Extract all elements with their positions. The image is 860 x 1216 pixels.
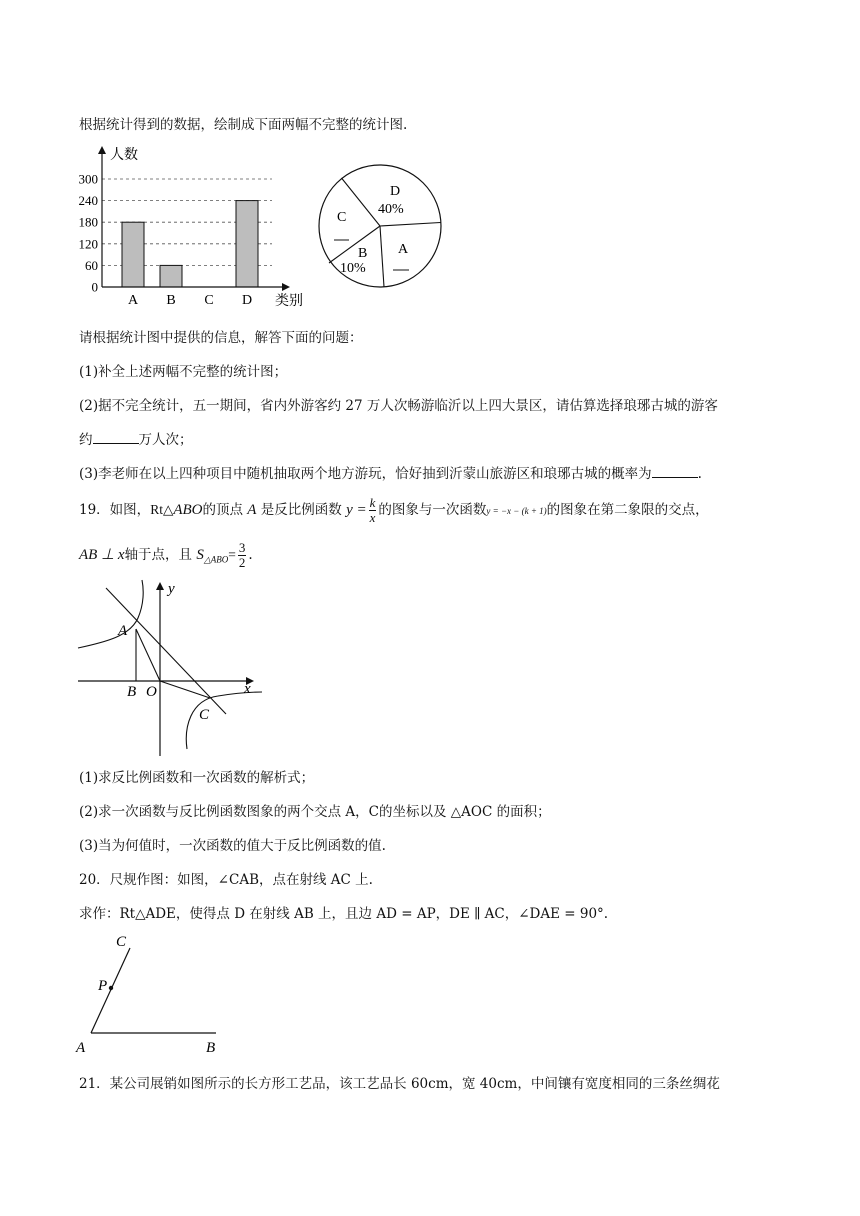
pie-chart (316, 162, 446, 292)
bar-D (236, 201, 258, 287)
label-A: A (76, 1040, 86, 1056)
y-tick-label: 120 (78, 236, 98, 252)
x-tick-label: A (127, 293, 139, 308)
q18-part1: (1)补全上述两幅不完整的统计图； (79, 364, 288, 380)
x-tick-label: D (241, 293, 253, 308)
pie-pct-b: 10% (340, 261, 366, 276)
bar-chart (72, 142, 312, 312)
q20-angle-figure (72, 928, 232, 1058)
bar-x-label: 类别 (275, 294, 303, 309)
fraction-k-over-x: $\frac{k}{x}$ (369, 495, 376, 525)
y-tick-label: 0 (91, 279, 98, 295)
x-tick-label: C (204, 293, 214, 308)
q21-line1: 21．某公司展销如图所示的长方形工艺品，该工艺品长 60cm，宽 40cm，中间镶有宽度相同的三条丝绸花 (79, 1076, 720, 1092)
bar-y-label: 人数 (110, 148, 138, 163)
q20-line1: 20．尺规作图：如图，∠CAB，点在射线 AC 上. (79, 872, 373, 888)
q19-part2: (2)求一次函数与反比例函数图象的两个交点 A，C的坐标以及 △AOC 的面积； (79, 804, 551, 820)
x-tick-label: B (166, 293, 176, 308)
fraction-three-halves: $\frac{3}{2}$ (238, 540, 246, 570)
answer-blank (652, 465, 698, 478)
q19-part1: (1)求反比例函数和一次函数的解析式； (79, 770, 315, 786)
answer-blank (93, 431, 139, 444)
label-A: A (118, 623, 128, 639)
bar-A (122, 222, 144, 287)
pie-pct-d: 40% (378, 202, 404, 217)
y-tick-label: 300 (78, 171, 98, 187)
q18-part2-line1: (2)据不完全统计，五一期间，省内外游客约 27 万人次畅游临沂以上四大景区，请估算选择琅琊古城的游客 (79, 398, 718, 414)
q19-line2: AB ⊥ x轴于点，且 $S_{\triangle ABO}=$ $\frac{3}{2}$ . (79, 540, 253, 570)
y-tick-label: 60 (85, 257, 98, 273)
bar-B (160, 265, 182, 287)
y-tick-label: 180 (78, 214, 98, 230)
label-O: O (146, 684, 157, 700)
label-B: B (206, 1040, 216, 1056)
y-tick-label: 240 (78, 193, 98, 209)
label-y: y (168, 581, 175, 597)
label-C: C (199, 707, 210, 723)
pie-label-d: D (390, 184, 401, 199)
label-x: x (244, 681, 251, 697)
q19-line1: 19．如图，Rt△ABO的顶点 A 是反比例函数 y = $\frac{k}{x}$ 的图象与一次函数y = −x − (k + 1)的图象在第二象限的交点， (79, 495, 709, 525)
q20-line2: 求作：Rt△ADE，使得点 D 在射线 AB 上，且边 AD = AP，DE ∥ AC，∠DAE = 90°. (79, 906, 609, 922)
pie-label-a: A (398, 242, 409, 257)
q18-lead: 请根据统计图中提供的信息，解答下面的问题： (79, 330, 363, 346)
label-B: B (127, 684, 137, 700)
intro-text: 根据统计得到的数据，绘制成下面两幅不完整的统计图. (79, 117, 408, 133)
label-C: C (116, 934, 127, 950)
pie-label-c: C (337, 210, 347, 225)
pie-label-b: B (358, 246, 368, 261)
label-P: P (98, 978, 108, 994)
q18-part2-line2: 约 万人次； (79, 432, 193, 448)
q19-part3: (3)当为何值时，一次函数的值大于反比例函数的值. (79, 838, 386, 854)
q18-part3: (3)李老师在以上四种项目中随机抽取两个地方游玩，恰好抽到沂蒙山旅游区和琅琊古城的概率为 . (79, 466, 702, 482)
q19-coordinate-figure (76, 578, 266, 758)
